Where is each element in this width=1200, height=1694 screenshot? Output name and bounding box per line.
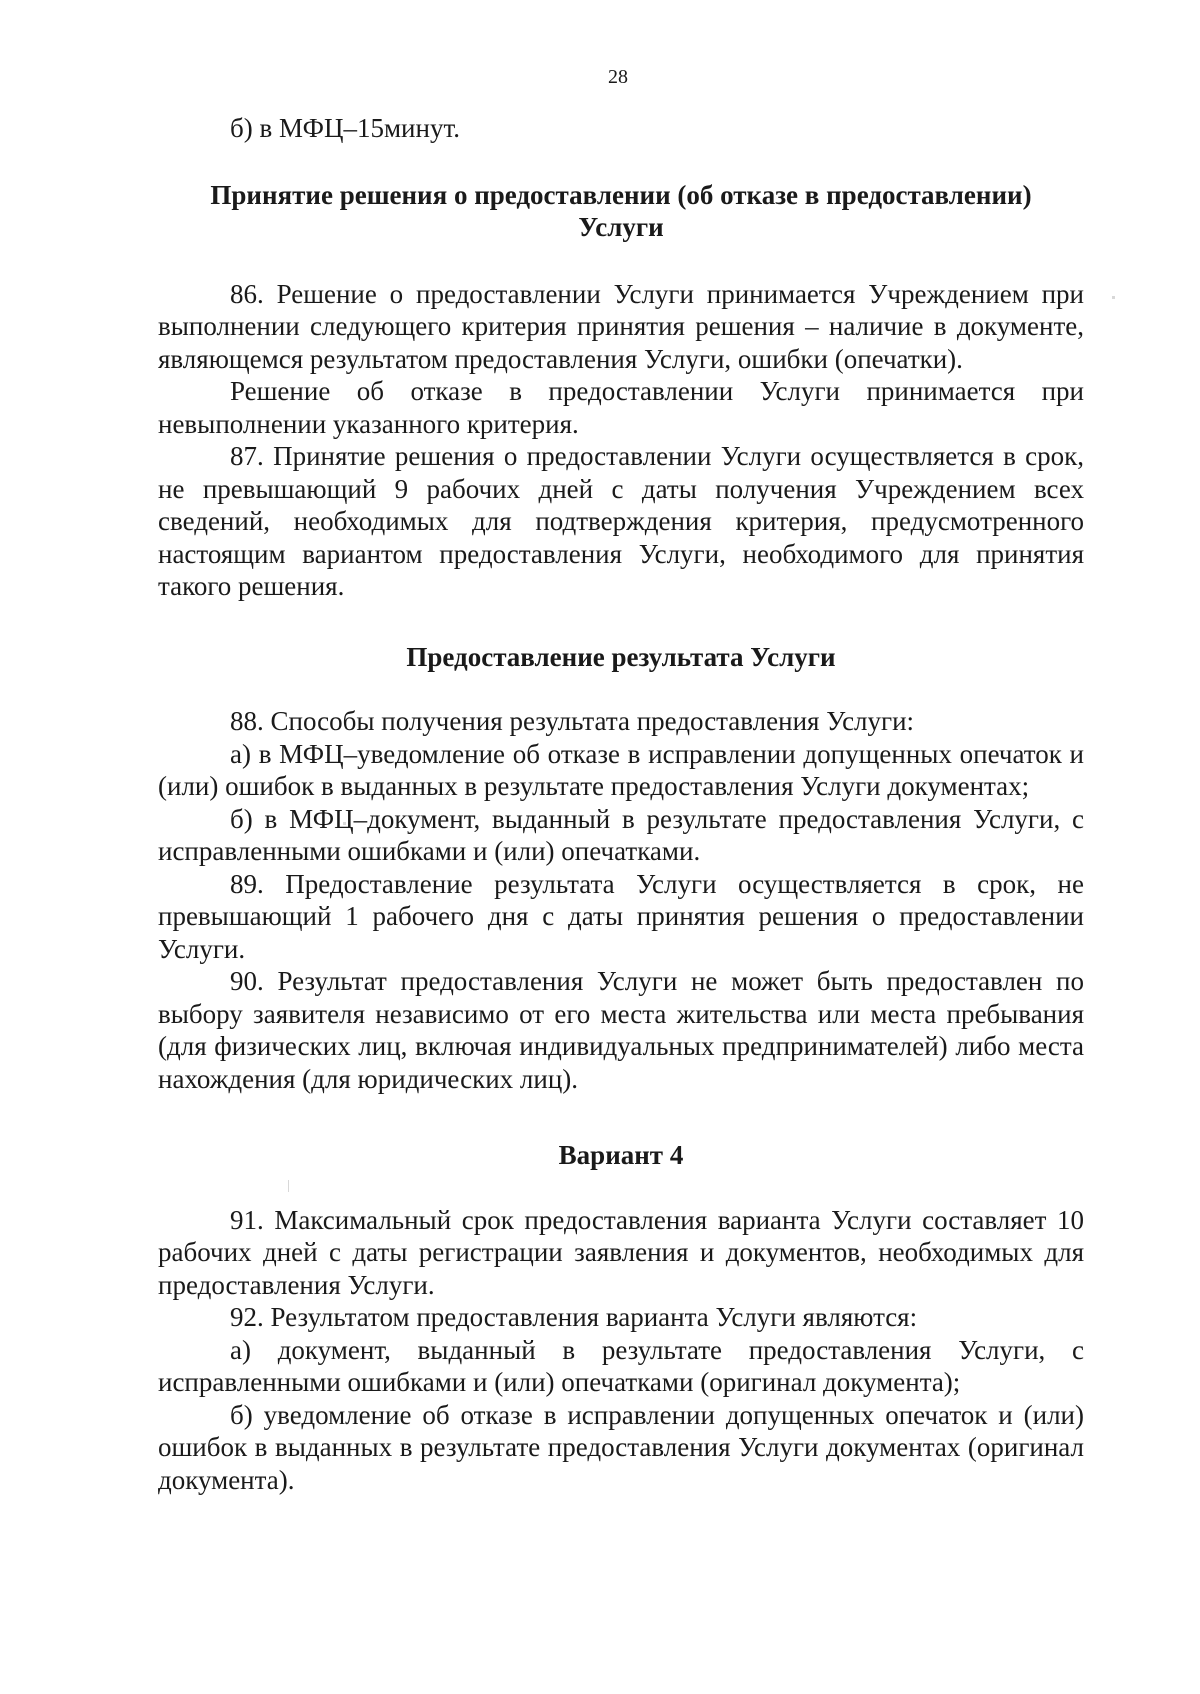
paragraph-88-b: б) в МФЦ–документ, выданный в результате предоставления Услуги, с исправленными ошибками и (или) опечатками. [158,803,1084,866]
paragraph-b-mfc-time: б) в МФЦ–15минут. [230,113,460,143]
paragraph-88-a: а) в МФЦ–уведомление об отказе в исправлении допущенных опечаток и (или) ошибок в выданных в результате предоставления Услуги документах; [158,738,1084,801]
paragraph-88: 88. Способы получения результата предоставления Услуги: [230,706,915,736]
page-number: 28 [608,66,628,88]
document-body [158,112,1084,1496]
section-title-result: Предоставление результата Услуги [406,641,836,672]
section-title-decision-line2: Услуги [578,212,664,242]
paragraph-92-b: б) уведомление об отказе в исправлении допущенных опечаток и (или) ошибок в выданных в результате предоставления Услуги документах (оригинал документа). [158,1399,1084,1495]
scan-artifact [1112,296,1115,299]
paragraph-87: 87. Принятие решения о предоставлении Услуги осуществляется в срок, не превышающий 9 рабочих дней с даты получения Учреждением всех сведений, необходимых для подтверждения критерия, предусмотренного настоящим вариантом предоставления Услуги, необходимого для принятия такого решения. [158,441,1084,601]
section-title-variant-4: Вариант 4 [558,1140,684,1170]
paragraph-86: 86. Решение о предоставлении Услуги принимается Учреждением при выполнении следующего критерия принятия решения – наличие в документе, являющемся результатом предоставления Услуги, ошибки (опечатки). [158,278,1084,374]
section-title-decision [158,179,1084,244]
paragraph-90: 90. Результат предоставления Услуги не может быть предоставлен по выбору заявителя независимо от его места жительства или места пребывания (для физических лиц, включая индивидуальных предпринимателей) либо места нахождения (для юридических лиц). [158,966,1084,1094]
paragraph-92: 92. Результатом предоставления варианта Услуги являются: [230,1302,918,1332]
paragraph-91: 91. Максимальный срок предоставления варианта Услуги составляет 10 рабочих дней с даты регистрации заявления и документов, необходимых для предоставления Услуги. [158,1204,1084,1300]
section-title-decision-line1: Принятие решения о предоставлении (об отказе в предоставлении) [210,179,1032,210]
paragraph-92-a: а) документ, выданный в результате предоставления Услуги, с исправленными ошибками и (или) опечатками (оригинал документа); [158,1334,1084,1397]
paragraph-86-refusal: Решение об отказе в предоставлении Услуги принимается при невыполнении указанного критерия. [158,376,1084,439]
paragraph-89: 89. Предоставление результата Услуги осуществляется в срок, не превышающий 1 рабочего дня с даты принятия решения о предоставлении Услуги. [158,868,1084,964]
